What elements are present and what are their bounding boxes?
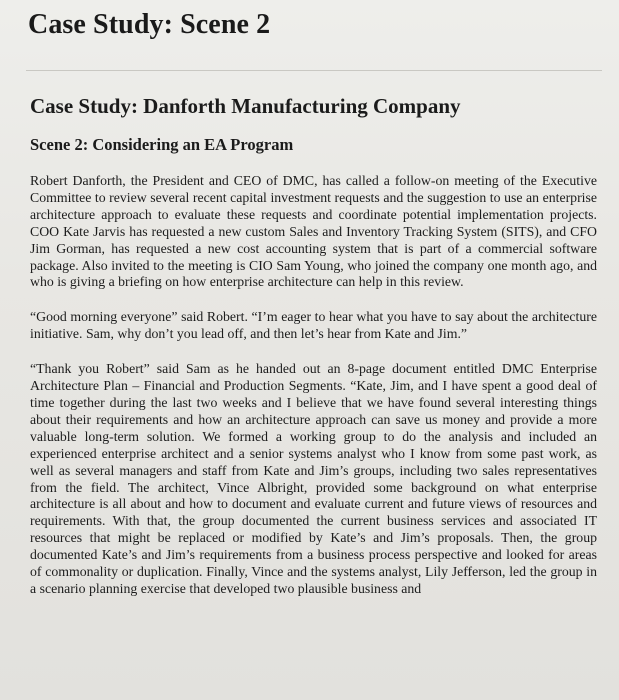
case-study-heading: Case Study: Danforth Manufacturing Company: [30, 94, 461, 118]
paragraph-sam-response: “Thank you Robert” said Sam as he handed out an 8-page document entitled DMC Enterprise Architecture Plan – Financial and Production Segments. “Kate, Jim, and I have spent a good deal of time together during the last two weeks and I believe that we have found several interesting things about their requirements and how an architecture approach can save us money and provide a more valuable long-term solution. We formed a working group to do the analysis and included an experienced enterprise architect and a senior systems analyst who I know from some past work, as well as several managers and staff from Kate and Jim’s groups, including two sales representatives from the field. The architect, Vince Albright, provided some background on what enterprise architecture is all about and how to document and evaluate current and future views of resources and requirements. With that, the group documented the current business services and associated IT resources that might be replaced or modified by Kate’s and Jim’s proposals. Then, the group documented Kate’s and Jim’s requirements from a business process perspective and looked for areas of commonality or duplication. Finally, Vince and the systems analyst, Lily Jefferson, led the group in a scenario planning exercise that developed two plausible business and: [30, 361, 597, 596]
scene-heading: Scene 2: Considering an EA Program: [30, 135, 294, 154]
title-divider: [26, 70, 602, 71]
paragraph-robert-quote: “Good morning everyone” said Robert. “I’m eager to hear what you have to say about the architecture initiative. Sam, why don’t you lead off, and then let’s hear from Kate and Jim.”: [30, 309, 597, 342]
page-title: Case Study: Scene 2: [28, 9, 271, 40]
case-study-body: [30, 173, 597, 616]
paragraph-intro: Robert Danforth, the President and CEO of DMC, has called a follow-on meeting of the Executive Committee to review several recent capital investment requests and the suggestion to use an enterprise architecture approach to evaluate these requests and coordinate potential implementation projects. COO Kate Jarvis has requested a new custom Sales and Inventory Tracking System (SITS), and CFO Jim Gorman, has requested a new cost accounting system that is part of a commercial software package. Also invited to the meeting is CIO Sam Young, who joined the company one month ago, and who is giving a briefing on how enterprise architecture can help in this review.: [30, 173, 597, 290]
